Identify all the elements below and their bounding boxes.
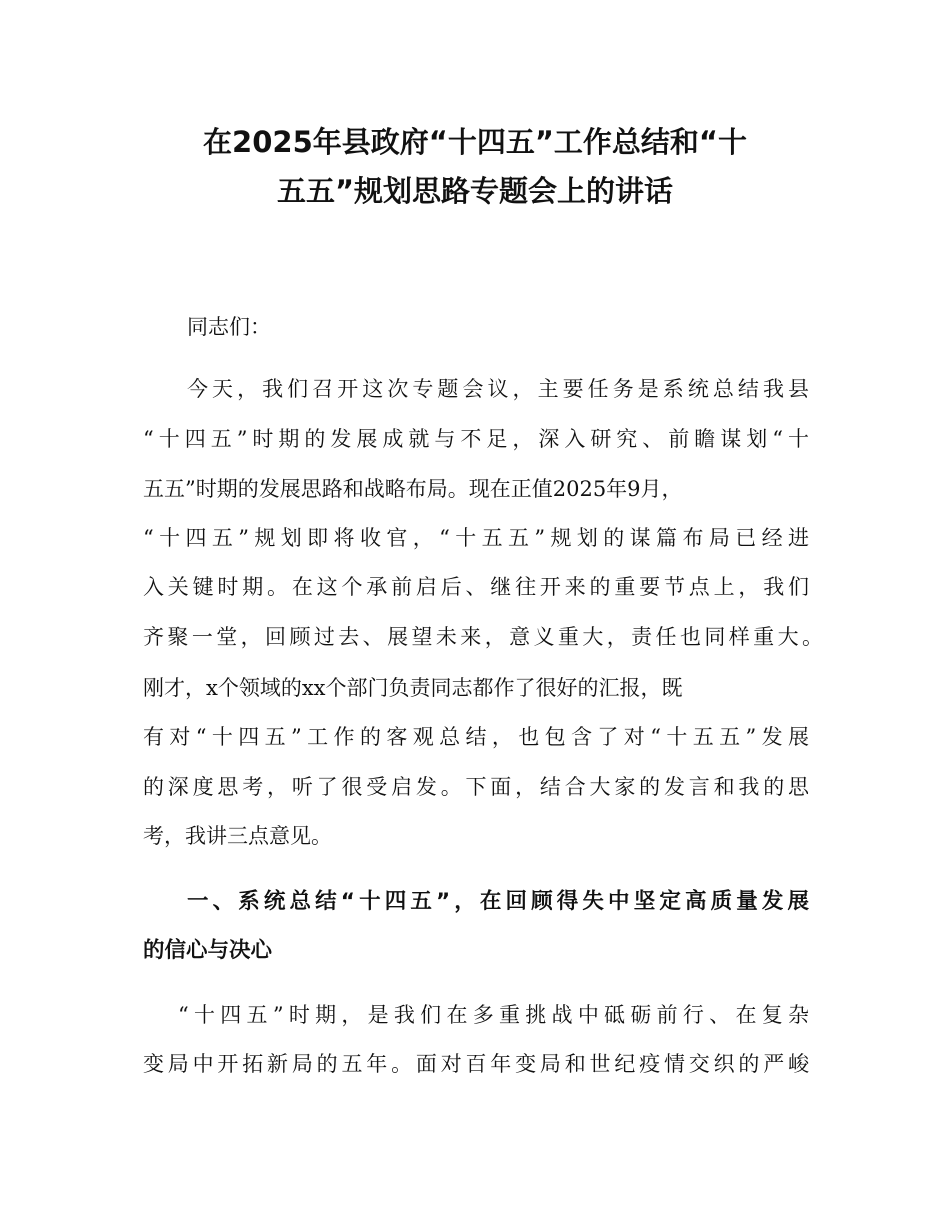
- heading-line: 一、系统总结“十四五”，在回顾得失中坚定高质量发展: [187, 889, 809, 914]
- text-line: 刚才，x个领域的xx个部门负责同志都作了很好的汇报，既: [143, 676, 683, 700]
- text-line: 的深度思考，听了很受启发。下面，结合大家的发言和我的思: [143, 775, 809, 799]
- text-line: 齐聚一堂，回顾过去、展望未来，意义重大，责任也同样重大。: [143, 625, 823, 649]
- text-line: 今天，我们召开这次专题会议，主要任务是系统总结我县: [187, 377, 809, 401]
- text-line: 入关键时期。在这个承前启后、继往开来的重要节点上，我们: [143, 575, 809, 599]
- heading-line: 的信心与决心: [143, 938, 273, 963]
- text-line: 有对“十四五”工作的客观总结，也包含了对“十五五”发展: [143, 725, 809, 749]
- salutation: 同志们：: [187, 315, 271, 339]
- text-line: 五五”时期的发展思路和战略布局。现在正值2025年9月，: [143, 477, 683, 501]
- text-line: 考，我讲三点意见。: [143, 824, 332, 848]
- title-line-1: 在2025年县政府“十四五”工作总结和“十: [203, 125, 747, 159]
- text-line: “十四五”时期的发展成就与不足，深入研究、前瞻谋划“十: [143, 427, 809, 451]
- title-line-2: 五五”规划思路专题会上的讲话: [276, 174, 674, 208]
- text-line: “十四五”规划即将收官，“十五五”规划的谋篇布局已经进: [143, 526, 809, 550]
- text-line: 变局中开拓新局的五年。面对百年变局和世纪疫情交织的严峻: [143, 1052, 809, 1076]
- text-line: “十四五”时期，是我们在多重挑战中砥砺前行、在复杂: [178, 1003, 809, 1027]
